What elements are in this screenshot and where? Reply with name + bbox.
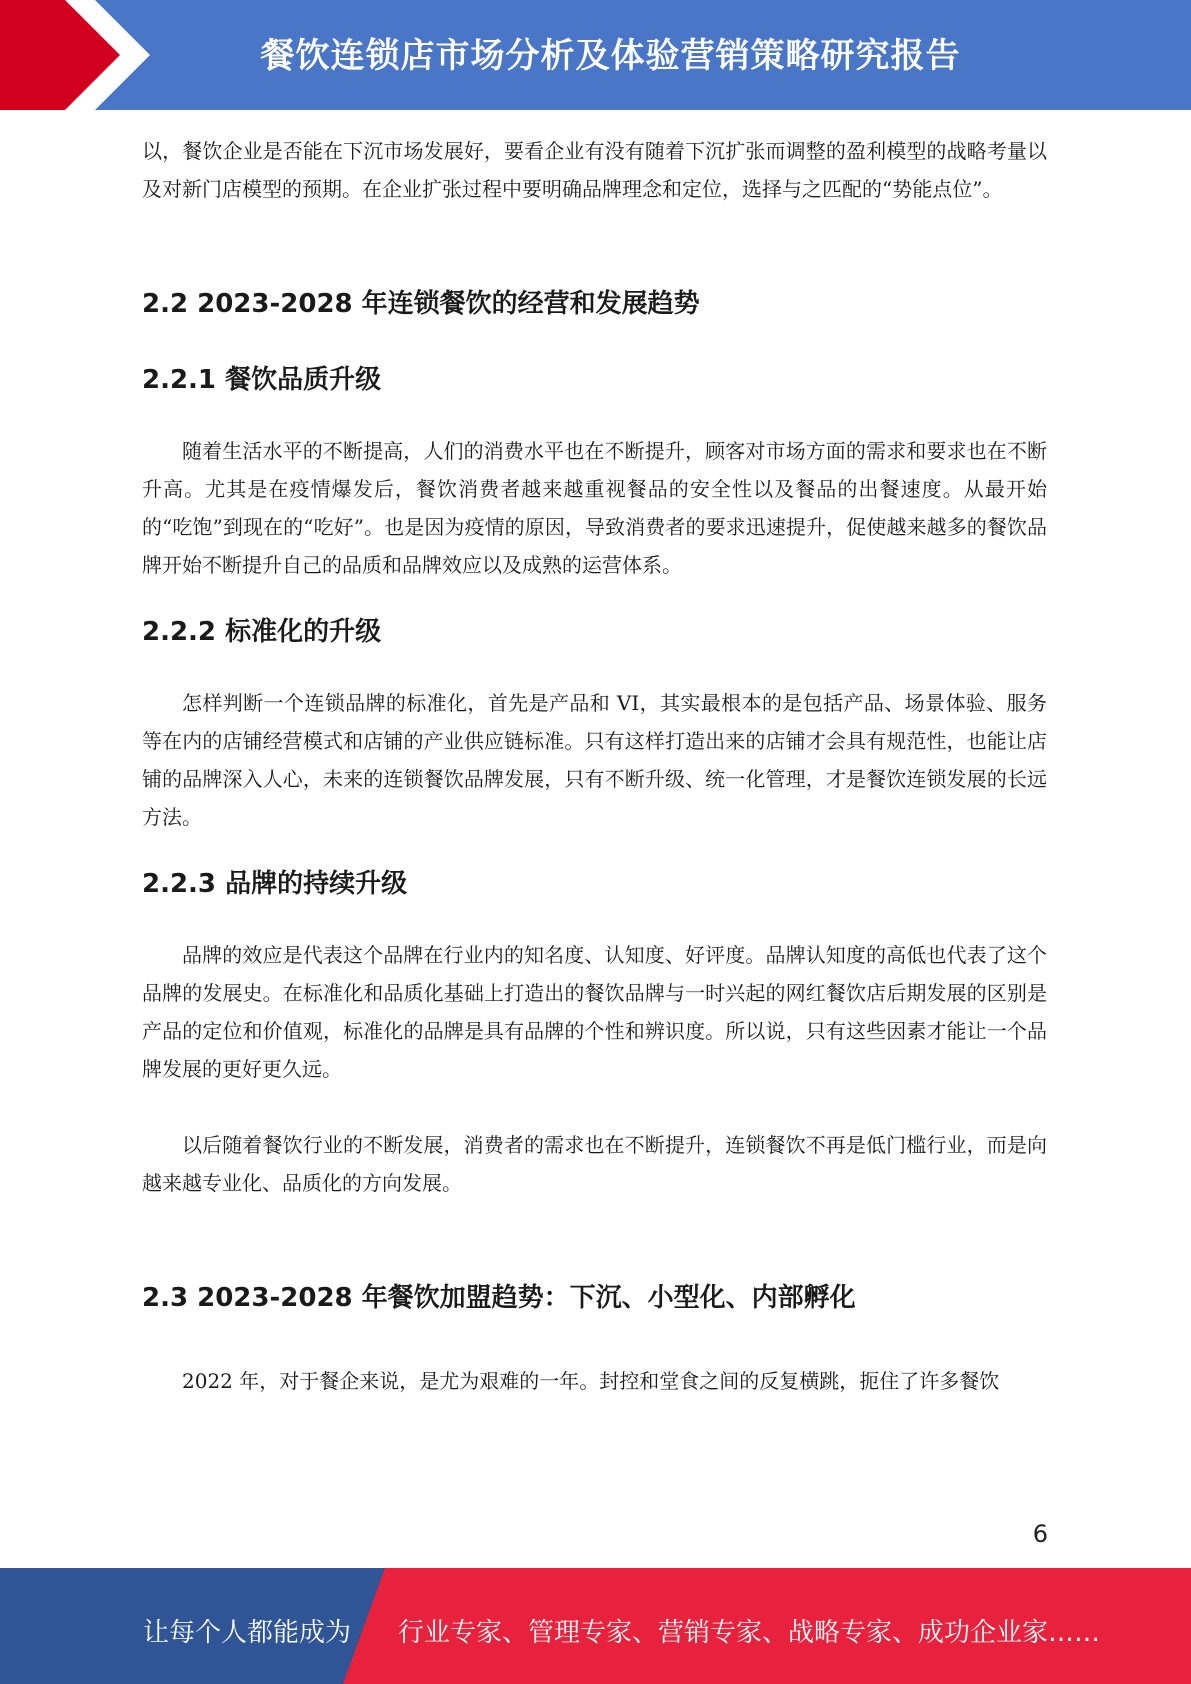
footer-slogan-left: 让每个人都能成为 — [143, 1618, 352, 1648]
section-heading-2-3: 2.3 2023-2028 年餐饮加盟趋势：下沉、小型化、内部孵化 — [142, 1283, 856, 1313]
section-heading-2-2: 2.2 2023-2028 年连锁餐饮的经营和发展趋势 — [142, 289, 700, 319]
intro-paragraph: 以，餐饮企业是否能在下沉市场发展好，要看企业有没有随着下沉扩张而调整的盈利模型的战略考量以及对新门店模型的预期。在企业扩张过程中要明确品牌理念和定位，选择与之匹配的“势能点位”。 — [142, 139, 1047, 201]
subsection-heading-2-2-3: 2.2.3 品牌的持续升级 — [142, 869, 408, 899]
header-banner — [0, 0, 1191, 110]
page-content — [142, 132, 1047, 1400]
paragraph-2-3: 2022 年，对于餐企来说，是尤为艰难的一年。封控和堂食之间的反复横跳，扼住了许多餐饮 — [182, 1369, 1000, 1393]
document-title: 餐饮连锁店市场分析及体验营销策略研究报告 — [260, 36, 961, 76]
page-number: 6 — [1032, 1520, 1048, 1548]
paragraph-2-2-1: 随着生活水平的不断提高，人们的消费水平也在不断提升，顾客对市场方面的需求和要求也在不断升高。尤其是在疫情爆发后，餐饮消费者越来越重视餐品的安全性以及餐品的出餐速度。从最开始的“吃饱”到现在的“吃好”。也是因为疫情的原因，导致消费者的要求迅速提升，促使越来越多的餐饮品牌开始不断提升自己的品质和品牌效应以及成熟的运营体系。 — [142, 439, 1047, 577]
footer-slogan-right: 行业专家、管理专家、营销专家、战略专家、成功企业家…… — [398, 1618, 1101, 1648]
subsection-heading-2-2-2: 2.2.2 标准化的升级 — [142, 617, 382, 647]
paragraph-2-2-2: 怎样判断一个连锁品牌的标准化，首先是产品和 VI，其实最根本的是包括产品、场景体验、服务等在内的店铺经营模式和店铺的产业供应链标准。只有这样打造出来的店铺才会具有规范性，也能让店铺的品牌深入人心，未来的连锁餐饮品牌发展，只有不断升级、统一化管理，才是餐饮连锁发展的长远方法。 — [142, 691, 1047, 829]
paragraph-2-2-3-b: 以后随着餐饮行业的不断发展，消费者的需求也在不断提升，连锁餐饮不再是低门槛行业，而是向越来越专业化、品质化的方向发展。 — [142, 1133, 1047, 1195]
footer-banner — [0, 1568, 1191, 1684]
paragraph-2-2-3-a: 品牌的效应是代表这个品牌在行业内的知名度、认知度、好评度。品牌认知度的高低也代表了这个品牌的发展史。在标准化和品质化基础上打造出的餐饮品牌与一时兴起的网红餐饮店后期发展的区别是产品的定位和价值观，标准化的品牌是具有品牌的个性和辨识度。所以说，只有这些因素才能让一个品牌发展的更好更久远。 — [142, 943, 1047, 1081]
subsection-heading-2-2-1: 2.2.1 餐饮品质升级 — [142, 365, 382, 395]
